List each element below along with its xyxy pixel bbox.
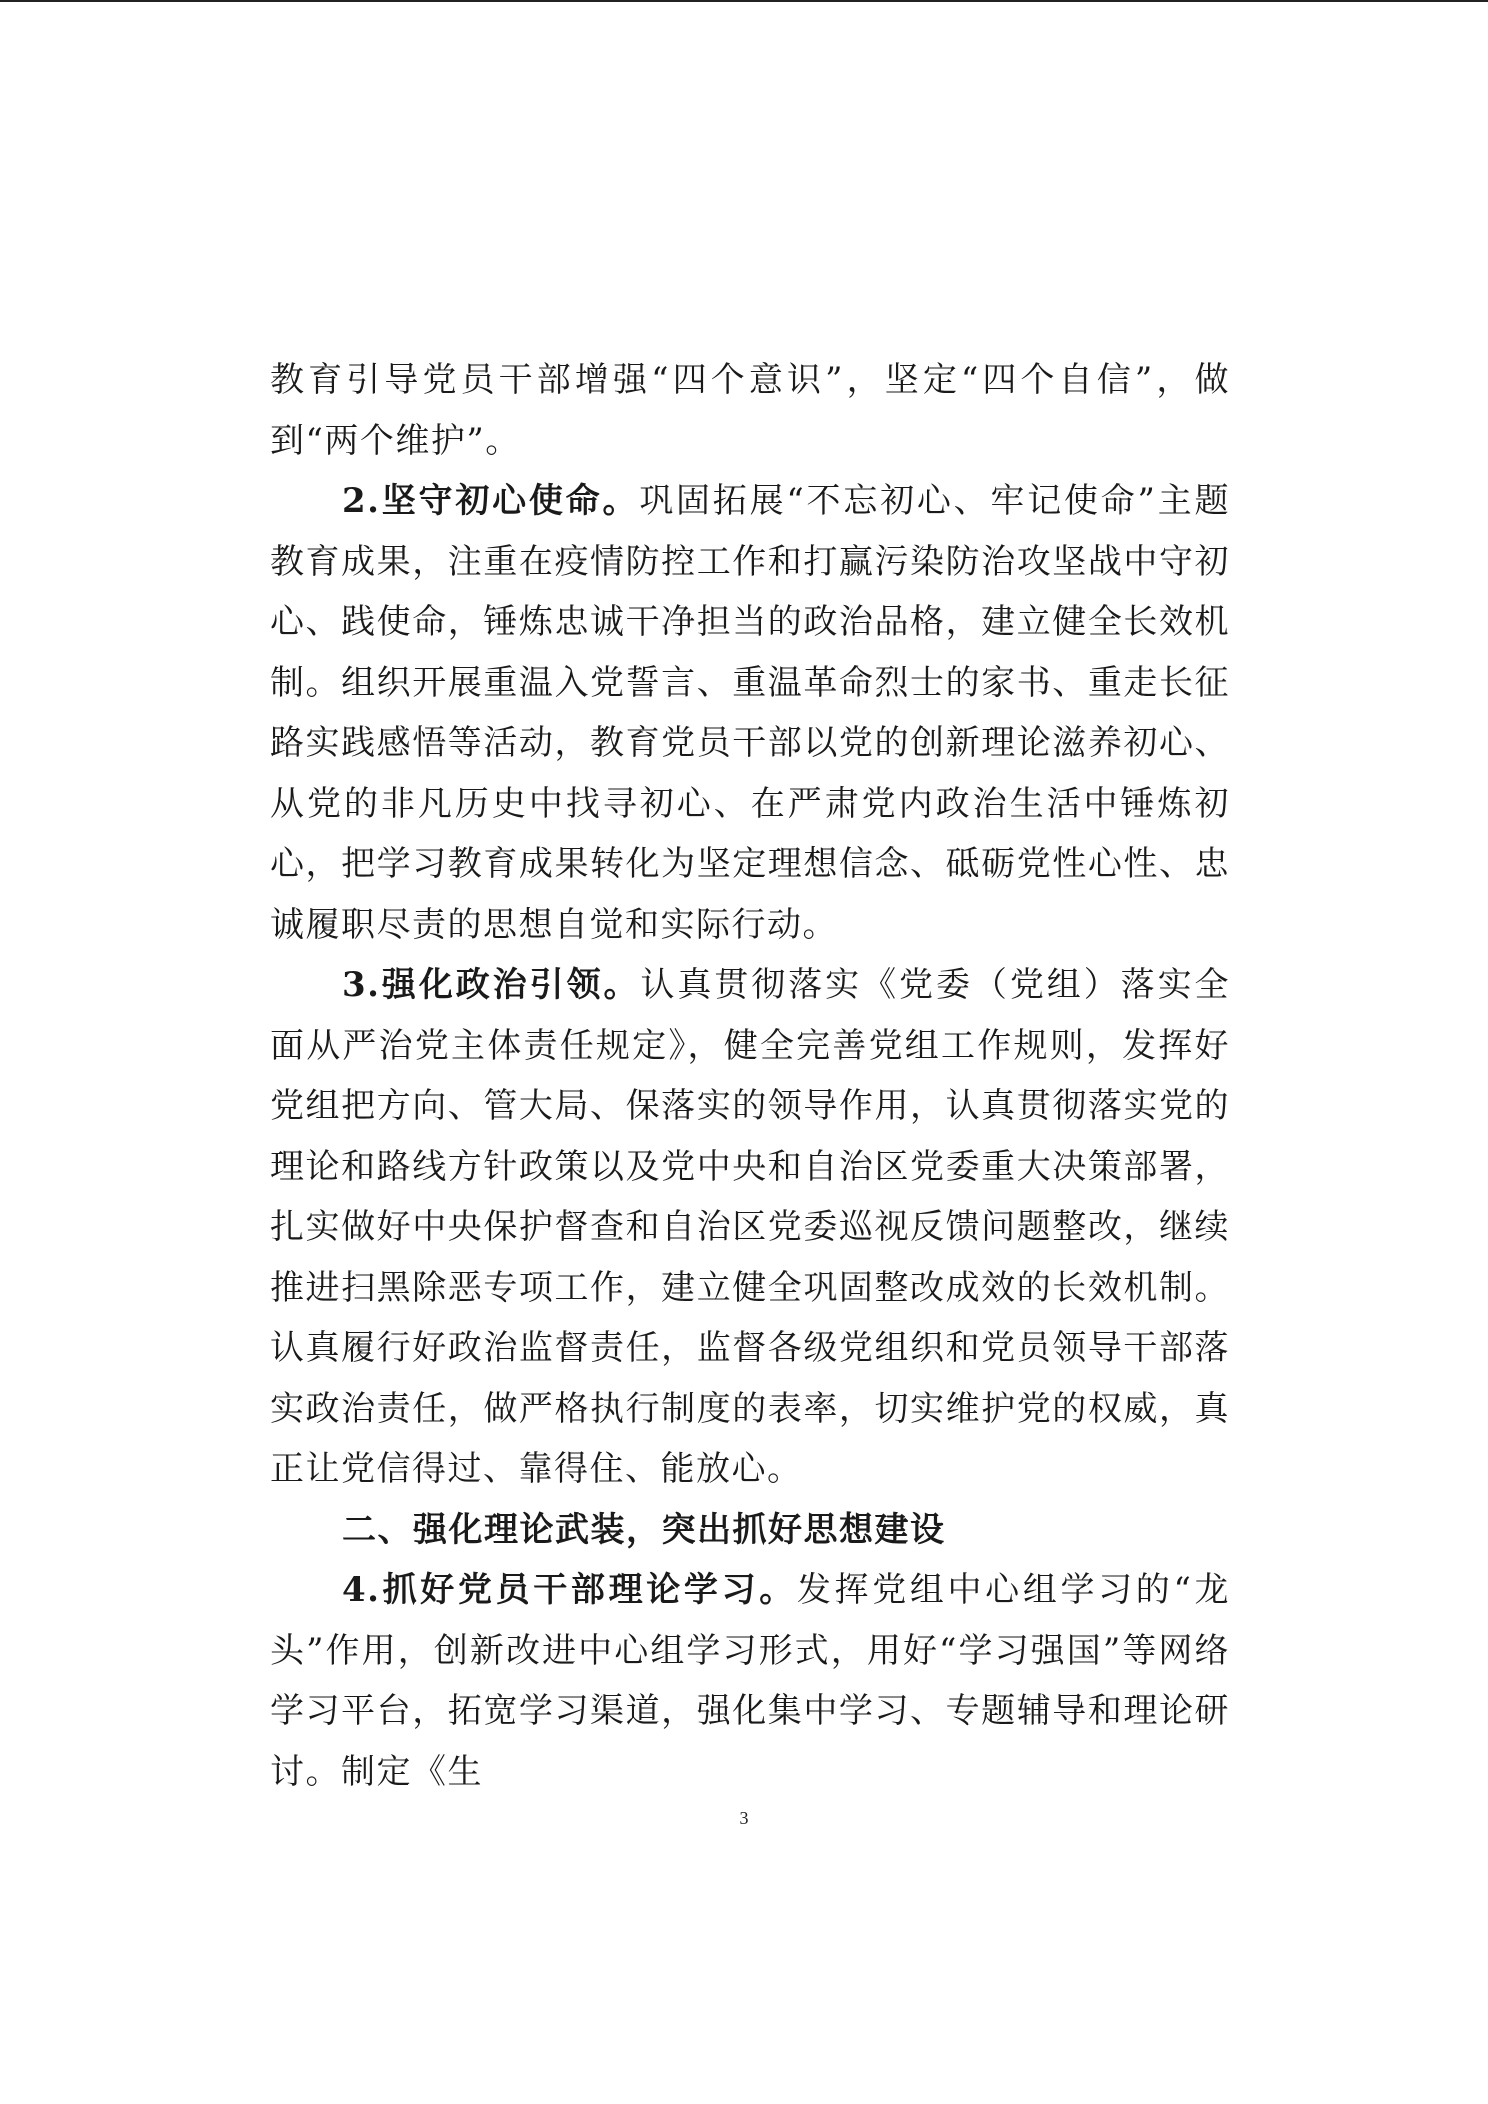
- document-page: [270, 350, 1230, 1802]
- continuation-paragraph: 教育引导党员干部增强“四个意识”，坚定“四个自信”，做到“两个维护”。: [270, 360, 1230, 461]
- section-heading: 二、强化理论武装，突出抓好思想建设: [342, 1509, 946, 1550]
- item-2-body: 巩固拓展“不忘初心、牢记使命”主题教育成果，注重在疫情防控工作和打赢污染防治攻坚战中守初心、践使命，锤炼忠诚干净担当的政治品格，建立健全长效机制。组织开展重温入党誓言、重温革命烈士的家书、重走长征路实践感悟等活动，教育党员干部以党的创新理论滋养初心、从党的非凡历史中找寻初心、在严肃党内政治生活中锤炼初心，把学习教育成果转化为坚定理想信念、砥砺党性心性、忠诚履职尽责的思想自觉和实际行动。: [270, 481, 1231, 945]
- item-4-body: 发挥党组中心组学习的“龙头”作用，创新改进中心组学习形式，用好“学习强国”等网络学习平台，拓宽学习渠道，强化集中学习、专题辅导和理论研讨。制定《生: [270, 1570, 1230, 1792]
- page-top-border: [0, 0, 1488, 2]
- item-4-title: 4.抓好党员干部理论学习。: [342, 1570, 797, 1610]
- item-4-paragraph: [270, 1560, 1230, 1802]
- item-2-paragraph: [270, 471, 1230, 955]
- item-3-paragraph: [270, 955, 1230, 1500]
- item-3-title: 3.强化政治引领。: [342, 965, 641, 1005]
- page-number: 3: [739, 1808, 749, 1828]
- item-2-title: 2.坚守初心使命。: [342, 481, 640, 521]
- item-3-body: 认真贯彻落实《党委（党组）落实全面从严治党主体责任规定》，健全完善党组工作规则，发挥好党组把方向、管大局、保落实的领导作用，认真贯彻落实党的理论和路线方针政策以及党中央和自治区党委重大决策部署，扎实做好中央保护督查和自治区党委巡视反馈问题整改，继续推进扫黑除恶专项工作，建立健全巩固整改成效的长效机制。认真履行好政治监督责任，监督各级党组织和党员领导干部落实政治责任，做严格执行制度的表率，切实维护党的权威，真正让党信得过、靠得住、能放心。: [270, 965, 1231, 1489]
